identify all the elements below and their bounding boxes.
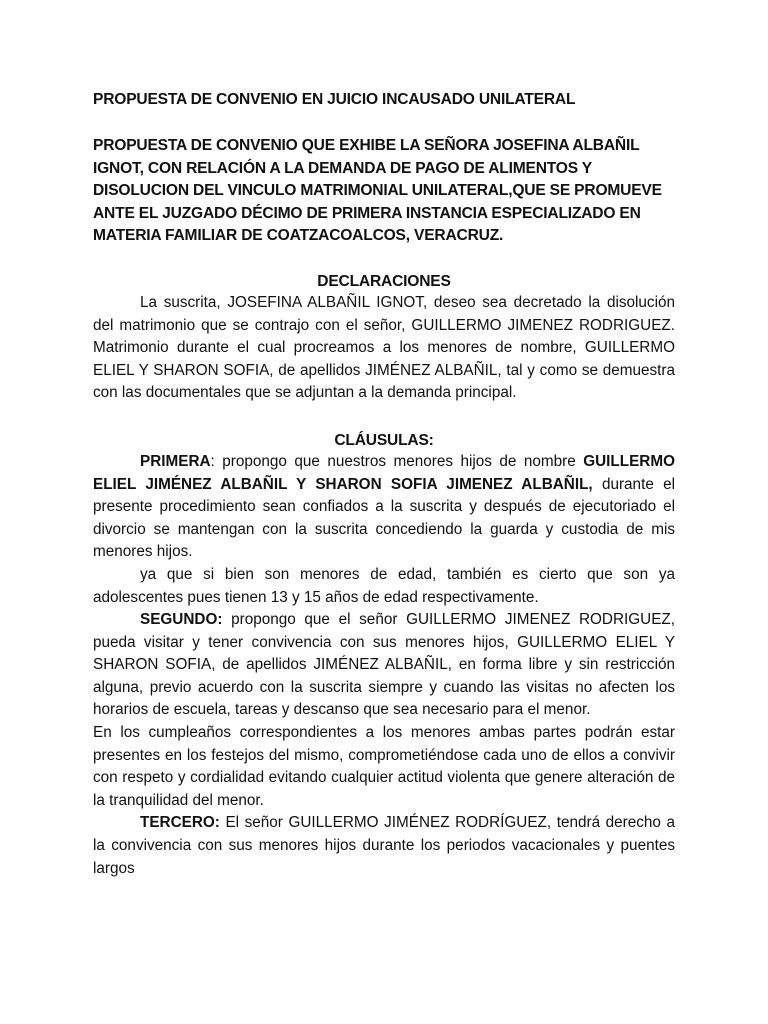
document-title: PROPUESTA DE CONVENIO EN JUICIO INCAUSADO UNILATERAL	[93, 91, 576, 108]
document-subtitle: PROPUESTA DE CONVENIO QUE EXHIBE LA SEÑORA JOSEFINA ALBAÑIL IGNOT, CON RELACIÓN A LA DEMANDA DE PAGO DE ALIMENTOS Y DISOLUCION DEL VINCULO MATRIMONIAL UNILATERAL,QUE SE PROMUEVE ANTE EL JUZGADO DÉCIMO DE PRIMERA INSTANCIA ESPECIALIZADO EN MATERIA FAMILIAR DE COATZACOALCOS, VERACRUZ.	[93, 137, 662, 245]
clausula-primera-names: GUILLERMO ELIEL JIMÉNEZ ALBAÑIL Y SHARON SOFIA JIMENEZ ALBAÑIL,	[93, 452, 675, 493]
clausula-primera-lead: PRIMERA	[140, 452, 211, 470]
clausula-primera-continuation: ya que si bien son menores de edad, también es cierto que son ya adolescentes pues tienen 13 y 15 años de edad respectivamente.	[93, 565, 675, 606]
clausula-segundo-text: propongo que el señor GUILLERMO JIMENEZ RODRIGUEZ, pueda visitar y tener convivencia con sus menores hijos, GUILLERMO ELIEL Y SHARON SOFIA, de apellidos JIMÉNEZ ALBAÑIL, en forma libre y sin restricción alguna, previo acuerdo con la suscrita siempre y cuando las visitas no afecten los horarios de escuela, tareas y descanso que sea necesario para el menor.	[93, 611, 675, 719]
clausula-tercero-lead: TERCERO:	[140, 814, 220, 832]
document-page	[93, 89, 675, 880]
declaraciones-heading: DECLARACIONES	[317, 272, 451, 290]
clausula-primera-text-a: : propongo que nuestros menores hijos de nombre	[210, 452, 584, 470]
clausula-segundo	[93, 609, 675, 722]
clausula-tercero-text: El señor GUILLERMO JIMÉNEZ RODRÍGUEZ, tendrá derecho a la convivencia con sus menores hijos durante los periodos vacacionales y puentes largos	[93, 814, 675, 877]
clausula-primera-text-b: durante el presente procedimiento sean confiados a la suscrita y después de ejecutoriado el divorcio se mantengan con la suscrita concediendo la guarda y custodia de mis menores hijos.	[93, 475, 675, 561]
clausulas-heading: CLÁUSULAS:	[334, 431, 434, 449]
clausula-tercero	[93, 812, 675, 880]
clausula-primera	[93, 451, 675, 564]
clausula-segundo-continuation: En los cumpleaños correspondientes a los menores ambas partes podrán estar presentes en los festejos del mismo, comprometiéndose cada uno de ellos a convivir con respeto y cordialidad evitando cualquier actitud violenta que genere alteración de la tranquilidad del menor.	[93, 724, 675, 809]
clausula-segundo-lead: SEGUNDO:	[140, 611, 223, 629]
declaraciones-paragraph: La suscrita, JOSEFINA ALBAÑIL IGNOT, deseo sea decretado la disolución del matrimonio que se contrajo con el señor, GUILLERMO JIMENEZ RODRIGUEZ. Matrimonio durante el cual procreamos a los menores de nombre, GUILLERMO ELIEL Y SHARON SOFIA, de apellidos JIMÉNEZ ALBAÑIL, tal y como se demuestra con las documentales que se adjuntan a la demanda principal.	[93, 293, 675, 402]
